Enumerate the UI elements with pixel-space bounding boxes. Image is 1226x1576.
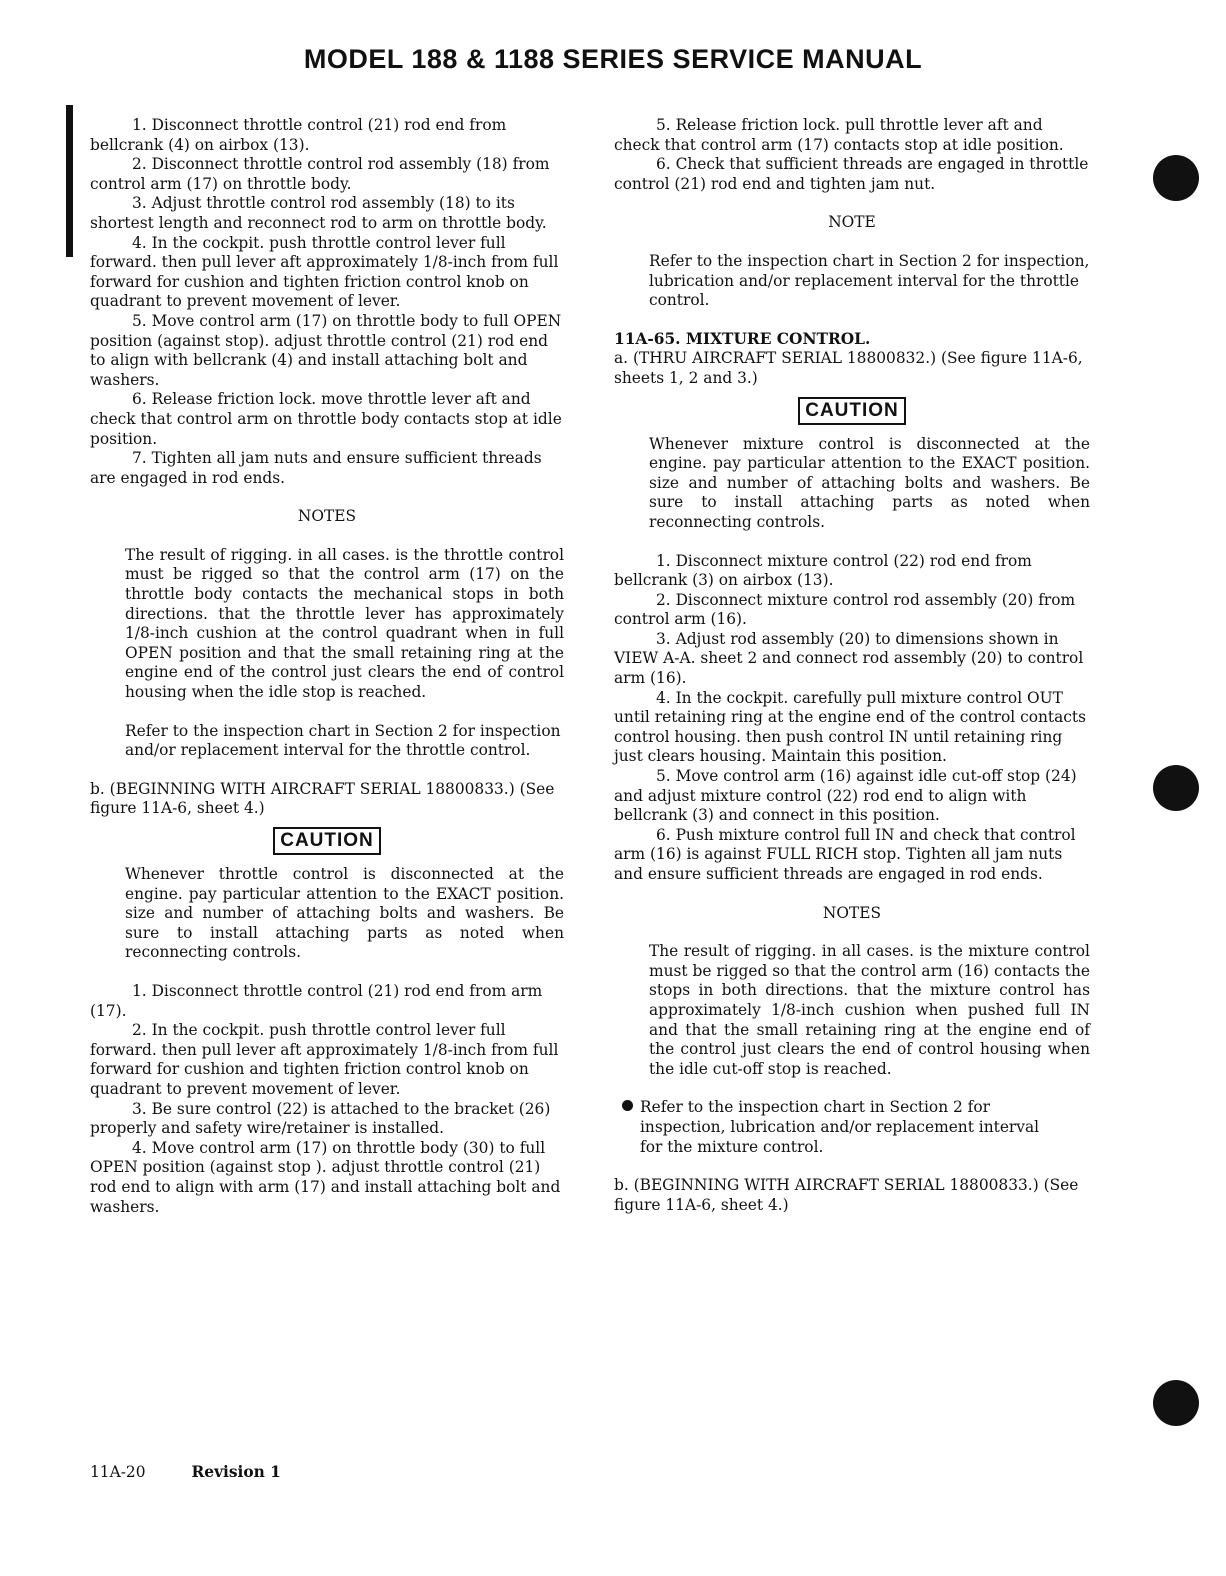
- section-heading: b. (BEGINNING WITH AIRCRAFT SERIAL 18800833.) (See figure 11A-6, sheet 4.): [90, 779, 555, 818]
- step: 2. Disconnect mixture control rod assembly (20) from control arm (16).: [614, 590, 1076, 629]
- step: 5. Move control arm (16) against idle cut-off stop (24) and adjust mixture control (22) rod end to align with bellcrank (3) and connect in this position.: [614, 767, 1077, 825]
- binder-hole-icon: [1153, 765, 1199, 811]
- revision-bar: [66, 105, 73, 257]
- step: 6. Release friction lock. move throttle lever aft and check that control arm on throttle body contacts stop at idle position.: [90, 390, 562, 448]
- page-number: 11A-20: [90, 1463, 146, 1481]
- caution-text: Whenever throttle control is disconnected at the engine. pay particular attention to the EXACT position. size and number of attaching bolts and washers. Be sure to install attaching parts as noted when reconnecting controls.: [125, 865, 564, 962]
- step: 4. In the cockpit. push throttle control lever full forward. then pull lever aft approximately 1/8-inch from full forward for cushion and tighten friction control knob on quadrant to prevent movement of lever.: [90, 233, 559, 311]
- notes-heading: NOTES: [822, 903, 882, 922]
- step: 1. Disconnect throttle control (21) rod end from bellcrank (4) on airbox (13).: [90, 116, 507, 154]
- step: 5. Move control arm (17) on throttle body to full OPEN position (against stop). adjust throttle control (21) rod end to align with bellcrank (4) and install attaching bolt and washers.: [90, 311, 562, 389]
- subsection-heading: a. (THRU AIRCRAFT SERIAL 18800832.) (See figure 11A-6, sheets 1, 2 and 3.): [614, 349, 1083, 387]
- step: 1. Disconnect mixture control (22) rod end from bellcrank (3) on airbox (13).: [614, 551, 1032, 590]
- note-paragraph: The result of rigging. in all cases. is the throttle control must be rigged so that the control arm (17) on the throttle body contacts the mechanical stops in both directions. that the throttle lever has approximately 1/8-inch cushion at the control quadrant when in full OPEN position and that the small retaining ring at the engine end of the control just clears the end of control housing when the idle stop is reached.: [125, 545, 564, 702]
- left-column: [90, 116, 564, 1217]
- caution-label: CAUTION: [273, 827, 381, 855]
- notes-heading: NOTES: [297, 507, 357, 526]
- note-paragraph: The result of rigging. in all cases. is the mixture control must be rigged so that the control arm (16) contacts the stops in both directions. that the mixture control has approximately 1/8-inch cushion when pushed full IN and that the small retaining ring at the engine end of the control just clears the end of control housing when the idle cut-off stop is reached.: [649, 942, 1090, 1078]
- right-column: [614, 116, 1090, 1215]
- section-heading: b. (BEGINNING WITH AIRCRAFT SERIAL 18800833.) (See figure 11A-6, sheet 4.): [614, 1176, 1079, 1214]
- note-paragraph: Refer to the inspection chart in Section 2 for inspection and/or replacement interval for the throttle control.: [125, 721, 561, 760]
- bullet-note: [622, 1098, 1090, 1157]
- step: 5. Release friction lock. pull throttle lever aft and check that control arm (17) contacts stop at idle position.: [614, 116, 1064, 154]
- caution-label: CAUTION: [798, 397, 906, 425]
- section-heading: 11A-65. MIXTURE CONTROL.: [614, 329, 871, 348]
- binder-hole-icon: [1153, 155, 1199, 201]
- step: 1. Disconnect throttle control (21) rod end from arm (17).: [90, 981, 543, 1020]
- step: 3. Adjust throttle control rod assembly (18) to its shortest length and reconnect rod to arm on throttle body.: [90, 194, 547, 232]
- caution-text: Whenever mixture control is disconnected at the engine. pay particular attention to the EXACT position. size and number of attaching bolts and washers. Be sure to install attaching parts as noted when reconnecting controls.: [649, 434, 1090, 531]
- step: 3. Adjust rod assembly (20) to dimensions shown in VIEW A-A. sheet 2 and connect rod assembly (20) to control arm (16).: [614, 629, 1084, 688]
- step: 2. In the cockpit. push throttle control lever full forward. then pull lever aft approximately 1/8-inch from full forward for cushion and tighten friction control knob on quadrant to prevent movement of lever.: [90, 1021, 559, 1098]
- step: 6. Check that sufficient threads are engaged in throttle control (21) rod end and tighten jam nut.: [614, 155, 1089, 193]
- note-heading: NOTE: [828, 213, 876, 232]
- step: 3. Be sure control (22) is attached to the bracket (26) properly and safety wire/retainer is installed.: [90, 1099, 551, 1138]
- binder-hole-icon: [1153, 1380, 1199, 1426]
- step: 4. Move control arm (17) on throttle body (30) to full OPEN position (against stop ). adjust throttle control (21) rod end to align with arm (17) and install attaching bolt and washers.: [90, 1138, 561, 1216]
- page-title: MODEL 188 & 1188 SERIES SERVICE MANUAL: [303, 44, 923, 74]
- bullet-dot-icon: [622, 1100, 633, 1111]
- step: 6. Push mixture control full IN and check that control arm (16) is against FULL RICH stop. Tighten all jam nuts and ensure sufficient threads are engaged in rod ends.: [614, 825, 1076, 883]
- note-paragraph: Refer to the inspection chart in Section 2 for inspection, lubrication and/or replacement interval for the throttle control.: [649, 251, 1090, 310]
- step: 7. Tighten all jam nuts and ensure sufficient threads are engaged in rod ends.: [90, 449, 542, 487]
- bullet-note-text: Refer to the inspection chart in Section 2 for inspection, lubrication and/or replacement interval for the mixture control.: [640, 1098, 1040, 1156]
- page-footer: [90, 1463, 281, 1481]
- step: 2. Disconnect throttle control rod assembly (18) from control arm (17) on throttle body.: [90, 155, 550, 193]
- revision-label: Revision 1: [191, 1463, 281, 1481]
- step: 4. In the cockpit. carefully pull mixture control OUT until retaining ring at the engine end of the control contacts control housing. then push control IN until retaining ring just clears housing. Maintain this position.: [614, 688, 1086, 766]
